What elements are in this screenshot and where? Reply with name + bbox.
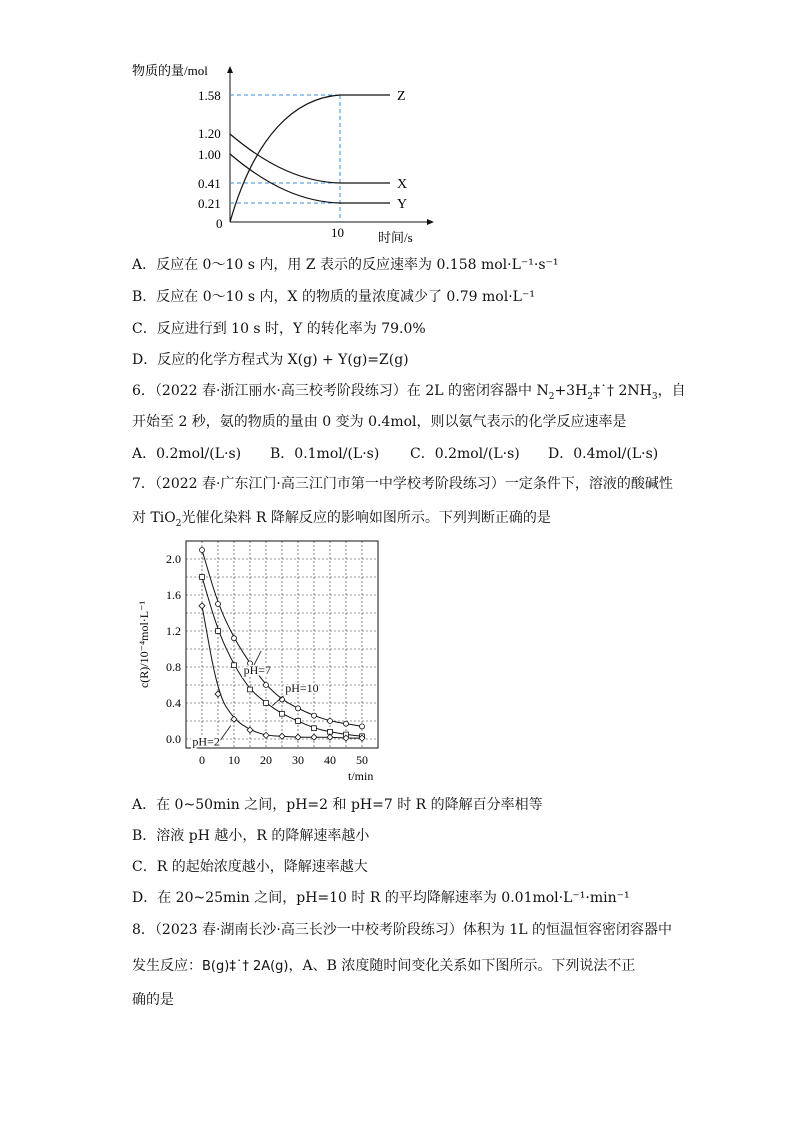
- point-pH=10: [200, 575, 205, 580]
- q8-stem-line3: 确的是: [132, 992, 174, 1008]
- q5-option-c: C．反应进行到 10 s 时，Y 的转化率为 79.0%: [132, 321, 426, 337]
- point-pH=10: [280, 711, 285, 716]
- y-tick-label: 1.2: [166, 624, 181, 638]
- chart1-xlabel: 时间/s: [378, 230, 413, 245]
- y-tick-021: 0.21: [198, 196, 221, 211]
- x-tick-label: 20: [260, 753, 272, 767]
- point-pH=10: [312, 726, 317, 731]
- chart1-x-arrow: [427, 219, 434, 225]
- q5-option-b: B．反应在 0～10 s 内，X 的物质的量浓度减少了 0.79 mol·L⁻¹: [132, 289, 535, 305]
- q6-stem-line1: 6．（2022 春·浙江丽水·高三校考阶段练习）在 2L 的密闭容器中 $N_2+3H_2\ddagger˙\dagger$ $2NH_3$，自: [132, 383, 686, 402]
- y-tick-158: 1.58: [198, 88, 221, 103]
- point-pH=10: [232, 663, 237, 668]
- label-y: Y: [397, 197, 408, 212]
- point-pH=7: [360, 724, 365, 729]
- series-label-pH=7: pH=7: [243, 663, 272, 678]
- y-tick-label: 0.8: [166, 660, 181, 674]
- q8-stem-line2: 发生反应：B(g)‡˙† 2A(g)，A、B 浓度随时间变化关系如下图所示。下列说法不正: [132, 958, 636, 974]
- x-tick-label: 50: [356, 753, 368, 767]
- origin-label: 0: [216, 216, 223, 231]
- q7-option-a: A．在 0~50min 之间，pH=2 和 pH=7 时 R 的降解百分率相等: [132, 797, 543, 813]
- amount-time-chart: [120, 60, 450, 245]
- q6-option-d: D．0.4mol/(L·s): [548, 446, 659, 462]
- point-pH=7: [216, 602, 221, 607]
- q7-option-c: C．R 的起始浓度越小，降解速率越大: [132, 859, 368, 875]
- y-tick-label: 0.4: [166, 696, 181, 710]
- point-pH=7: [264, 683, 269, 688]
- y-tick-041: 0.41: [198, 176, 221, 191]
- point-pH=7: [328, 719, 333, 724]
- q6-option-a: A．0.2mol/(L·s): [132, 446, 242, 462]
- x-tick-label: 40: [324, 753, 336, 767]
- q6-stem-line2: 开始至 2 秒，氨的物质的量由 0 变为 0.4mol，则以氨气表示的化学反应速率是: [132, 414, 627, 430]
- y-tick-label: 2.0: [166, 552, 181, 566]
- q5-option-a: A．反应在 0～10 s 内，用 Z 表示的反应速率为 0.158 mol·L⁻¹·s⁻¹: [132, 257, 559, 273]
- point-pH=10: [264, 701, 269, 706]
- y-tick-label: 1.6: [166, 588, 181, 602]
- q8-stem-line1: 8．（2023 春·湖南长沙·高三长沙一中校考阶段练习）体积为 1L 的恒温恒容密闭容器中: [132, 922, 672, 938]
- point-pH=7: [296, 706, 301, 711]
- chart1-ylabel: 物质的量/mol: [132, 63, 208, 78]
- q7-stem-line2: 对 TiO$_2$光催化染料 R 降解反应的影响如图所示。下列判断正确的是: [132, 510, 551, 529]
- y-tick-120: 1.20: [198, 126, 221, 141]
- x-tick-10: 10: [331, 225, 344, 240]
- point-pH=2: [279, 733, 285, 739]
- point-pH=7: [232, 636, 237, 641]
- series-label-pH=10: pH=10: [285, 681, 319, 696]
- degradation-chart: [130, 535, 400, 785]
- point-pH=7: [312, 713, 317, 718]
- chart2-ylabel: c(R)/10⁻⁴mol·L⁻¹: [137, 600, 151, 689]
- point-pH=10: [248, 687, 253, 692]
- q7-option-d: D．在 20~25min 之间，pH=10 时 R 的平均降解速率为 0.01mol·L⁻¹·min⁻¹: [132, 890, 630, 906]
- x-tick-label: 0: [199, 753, 205, 767]
- chart2-xlabel: t/min: [348, 769, 374, 783]
- q7-option-b: B．溶液 pH 越小，R 的降解速率越小: [132, 828, 370, 844]
- point-pH=2: [199, 603, 205, 609]
- q5-option-d: D．反应的化学方程式为 X(g) + Y(g)=Z(g): [132, 352, 409, 368]
- point-pH=10: [328, 729, 333, 734]
- y-tick-label: 0.0: [166, 732, 181, 746]
- x-tick-label: 10: [228, 753, 240, 767]
- q7-stem-line1: 7．（2022 春·广东江门·高三江门市第一中学校考阶段练习）一定条件下，溶液的酸碱性: [132, 476, 673, 492]
- point-pH=7: [200, 548, 205, 553]
- chart1-y-arrow: [227, 66, 233, 73]
- x-tick-label: 30: [292, 753, 304, 767]
- point-pH=10: [296, 719, 301, 724]
- q6-option-b: B．0.1mol/(L·s): [270, 446, 380, 462]
- y-tick-100: 1.00: [198, 147, 221, 162]
- curve-x: [230, 134, 390, 183]
- series-label-pH=2: pH=2: [192, 734, 220, 749]
- chart2-frame: [186, 541, 378, 748]
- label-x: X: [397, 177, 408, 192]
- q6-option-c: C．0.2mol/(L·s): [410, 446, 520, 462]
- series-leader-pH=2: [218, 726, 231, 744]
- point-pH=7: [344, 721, 349, 726]
- point-pH=2: [263, 732, 269, 738]
- point-pH=10: [216, 629, 221, 634]
- label-z: Z: [397, 89, 406, 104]
